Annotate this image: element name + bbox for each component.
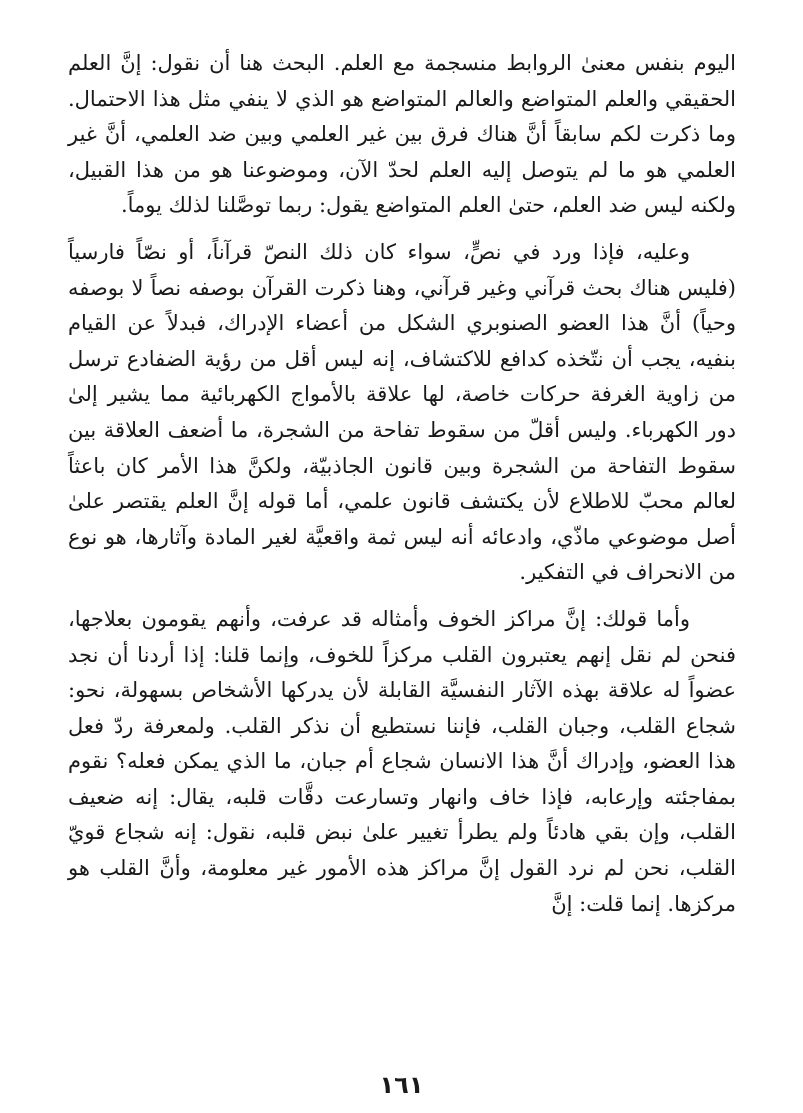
page-number: ١٦١: [379, 1071, 424, 1099]
paragraph-3: وأما قولك: إنَّ مراكز الخوف وأمثاله قد عرفت، وأنهم يقومون بعلاجها، فنحن لم نقل إنهم يعتبرون القلب مركزاً للخوف، وإنما قلنا: إذا أردنا أن نجد عضواً له علاقة بهذه الآثار النفسيَّة القابلة لأن يدركها الأشخاص بسهولة، نحو: شجاع القلب، وجبان القلب، فإننا نستطيع أن نذكر القلب. ولمعرفة ردّ فعل هذا العضو، وإدراك أنَّ هذا الانسان شجاع أم جبان، ما الذي يمكن فعله؟ نقوم بمفاجئته وإرعابه، فإذا خاف وانهار وتسارعت دقَّات قلبه، يقال: إنه ضعيف القلب، وإن بقي هادئاً ولم يطرأ تغيير علىٰ نبض قلبه، نقول: إنه شجاع قويّ القلب، نحن لم نرد القول إنَّ مراكز هذه الأمور غير معلومة، وأنَّ القلب هو مركزها. إنما قلت: إنَّ: [68, 606, 736, 916]
body-text: [68, 46, 736, 922]
paragraph-1: اليوم بنفس معنىٰ الروابط منسجمة مع العلم. البحث هنا أن نقول: إنَّ العلم الحقيقي والعلم المتواضع والعالم المتواضع هو الذي لا ينفي مثل هذا الاحتمال. وما ذكرت لكم سابقاً أنَّ هناك فرق بين غير العلمي وبين ضد العلمي، أنَّ غير العلمي هو ما لم يتوصل إليه العلم لحدّ الآن، وموضوعنا هو من هذا القبيل، ولكنه ليس ضد العلم، حتىٰ العلم المتواضع يقول: ربما توصَّلنا لذلك يوماً.: [68, 51, 736, 218]
paragraph-2: وعليه، فإذا ورد في نصٍّ، سواء كان ذلك النصّ قرآناً، أو نصّاً فارسياً (فليس هناك بحث قرآني وغير قرآني، وهنا ذكرت القرآن بوصفه نصاً لا بوصفه وحياً) أنَّ هذا العضو الصنوبري الشكل من أعضاء الإدراك، فبدلاً عن القيام بنفيه، يجب أن نتّخذه كدافع للاكتشاف، إنه ليس أقل من رؤية الضفادع ترسل من زاوية الغرفة حركات خاصة، لها علاقة بالأمواج الكهربائية مما يشير إلىٰ دور الكهرباء. وليس أقلّ من سقوط تفاحة من الشجرة، ما أضعف العلاقة بين سقوط التفاحة من الشجرة وبين قانون الجاذبيّة، ولكنَّ هذا الأمر كان باعثاً لعالم محبّ للاطلاع لأن يكتشف قانون علمي، أما قوله إنَّ العلم يقتصر علىٰ أصل موضوعي ماذّي، وادعائه أنه ليس ثمة واقعيَّة لغير المادة وآثارها، هو نوع من الانحراف في التفكير.: [68, 239, 736, 585]
